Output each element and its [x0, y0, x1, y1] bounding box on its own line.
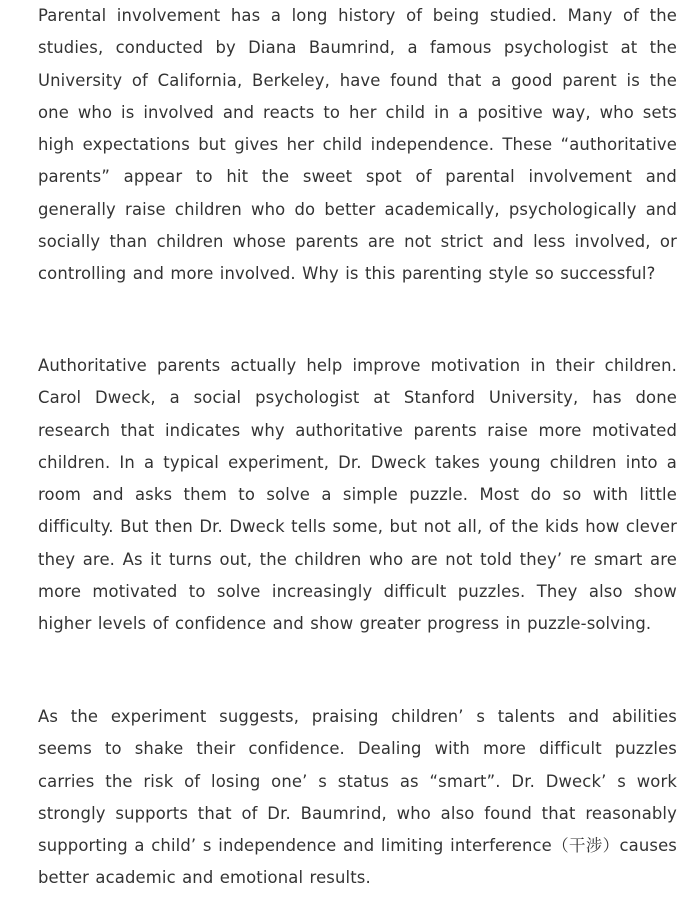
paragraph-2: Authoritative parents actually help improve motivation in their children. Carol Dweck, a social psychologist at Stanford University, has done research that indicates why authoritative parents raise more motivated children. In a typical experiment, Dr. Dweck takes young children into a room and asks them to solve a simple puzzle. Most do so with little difficulty. But then Dr. Dweck tells some, but not all, of the kids how clever they are. As it turns out, the children who are not told they’ re smart are more motivated to solve increasingly difficult puzzles. They also show higher levels of confidence and show greater progress in puzzle-solving. [38, 356, 677, 634]
paragraph-1: Parental involvement has a long history of being studied. Many of the studies, conducted by Diana Baumrind, a famous psychologist at the University of California, Berkeley, have found that a good parent is the one who is involved and reacts to her child in a positive way, who sets high expectations but gives her child independence. These “authoritative parents” appear to hit the sweet spot of parental involvement and generally raise children who do better academically, psychologically and socially than children whose parents are not strict and less involved, or controlling and more involved. Why is this parenting style so successful? [38, 6, 677, 284]
paragraph-3: As the experiment suggests, praising children’ s talents and abilities seems to shake their confidence. Dealing with more difficult puzzles carries the risk of losing one’ s status as “smart”. Dr. Dweck’ s work strongly supports that of Dr. Baumrind, who also found that reasonably supporting a child’ s independence and limiting interference（干涉）causes better academic and emotional results. [38, 707, 677, 888]
